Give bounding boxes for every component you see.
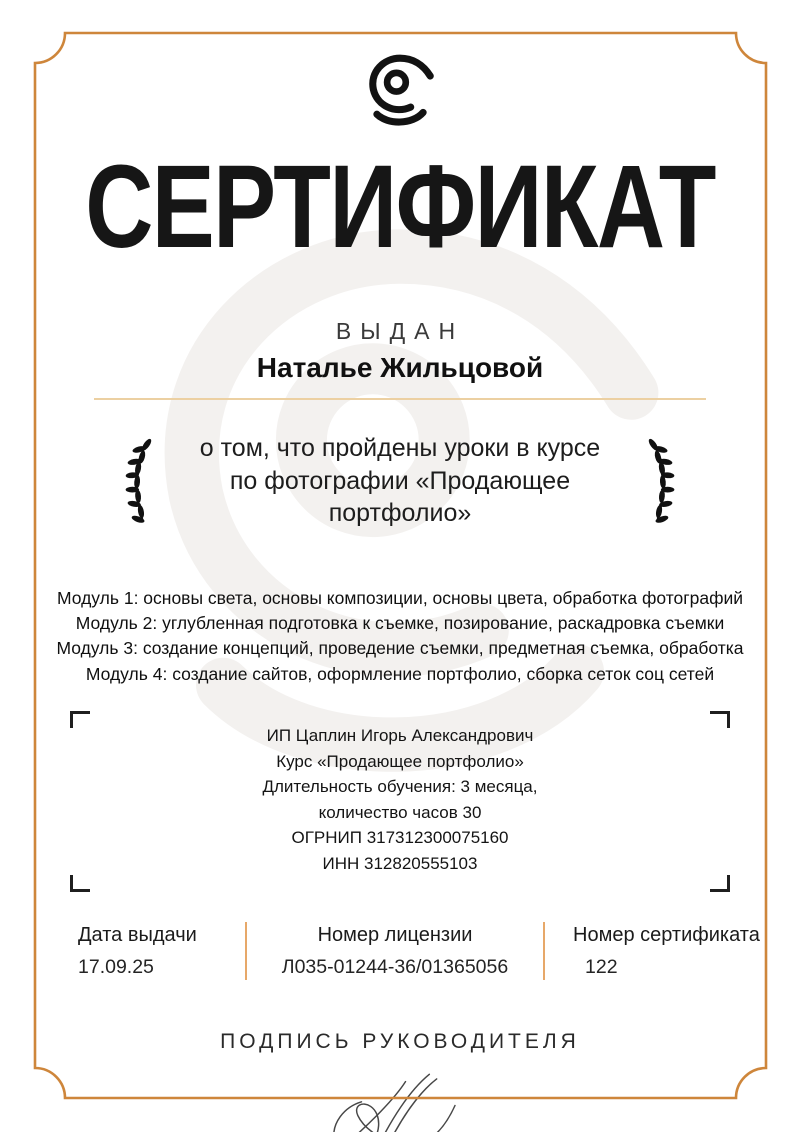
provider-line-4: количество часов 30 xyxy=(318,802,482,822)
laurel-left-icon xyxy=(116,437,164,525)
issue-date-column xyxy=(40,922,245,980)
provider-line-5: ОГРНИП 317312300075160 xyxy=(291,828,509,847)
recipient-underline-rule xyxy=(94,398,706,400)
license-column xyxy=(247,922,543,980)
issue-date-value: 17.09.25 xyxy=(78,956,154,978)
module-line-3: Модуль 3: создание концепций, проведение съемки, предметная съемка, обработка xyxy=(56,638,744,659)
footer-info-row xyxy=(40,922,760,980)
certificate-number-value: 122 xyxy=(585,956,618,978)
corner-bracket-bottom-left xyxy=(70,875,90,892)
certificate-number-label: Номер сертификата xyxy=(573,924,760,946)
laurel-right-icon xyxy=(636,437,684,525)
certificate-number-column xyxy=(545,922,760,980)
issue-date-label: Дата выдачи xyxy=(78,924,197,946)
course-statement-row xyxy=(0,432,800,530)
provider-line-1: ИП Цаплин Игорь Александрович xyxy=(266,726,534,745)
module-line-4: Модуль 4: создание сайтов, оформление портфолио, сборка сеток соц сетей xyxy=(85,663,715,684)
course-line-1: о том, что пройдены уроки в курсе xyxy=(199,434,601,462)
module-line-2: Модуль 2: углубленная подготовка к съемке, позирование, раскадровка съемки xyxy=(75,612,725,633)
recipient-name: Наталье Жильцовой xyxy=(256,352,544,383)
provider-line-2: Курс «Продающее портфолио» xyxy=(276,751,524,771)
corner-bracket-bottom-right xyxy=(710,875,730,892)
issued-to-label: ВЫДАН xyxy=(335,318,465,344)
corner-bracket-top-left xyxy=(70,711,90,728)
provider-line-3: Длительность обучения: 3 месяца, xyxy=(262,777,538,796)
director-signature-label: ПОДПИСЬ РУКОВОДИТЕЛЯ xyxy=(220,1030,580,1053)
corner-bracket-top-right xyxy=(710,711,730,728)
modules-list xyxy=(0,586,800,688)
license-number-value: Л035-01244-36/01365056 xyxy=(281,956,509,978)
course-line-3: портфолио» xyxy=(328,499,472,527)
eye-logo-icon xyxy=(353,52,447,132)
module-line-1: Модуль 1: основы света, основы композиции, основы цвета, обработка фотографий xyxy=(56,587,744,608)
license-number-label: Номер лицензии xyxy=(317,924,473,946)
course-line-2: по фотографии «Продающее xyxy=(229,466,571,495)
handwritten-signature xyxy=(270,1056,530,1132)
provider-line-6: ИНН 312820555103 xyxy=(322,853,478,873)
certificate-title: СЕРТИФИКАТ xyxy=(85,141,715,273)
provider-info-block xyxy=(70,711,730,892)
course-statement xyxy=(190,432,610,530)
